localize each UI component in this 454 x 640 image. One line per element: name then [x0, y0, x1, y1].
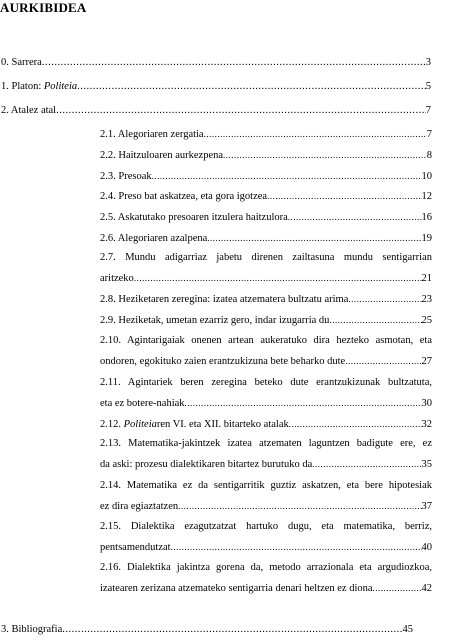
- toc-entry-2-9[interactable]: [100, 314, 432, 327]
- toc-entry-label: 2.4. Preso bat askatzea, eta gora igotzea: [100, 191, 268, 202]
- toc-page-number: 8: [426, 150, 432, 161]
- toc-page-number: 21: [421, 273, 432, 284]
- toc-entry-2-15[interactable]: [100, 521, 432, 554]
- toc-title: AURKIBIDEA: [0, 0, 87, 15]
- dot-leader: [185, 397, 422, 410]
- dot-leader: [345, 355, 421, 368]
- toc-entry-2-16[interactable]: [100, 562, 432, 595]
- toc-entry-2-4[interactable]: [100, 190, 432, 203]
- toc-entry-label: 2. Atalez atal: [1, 105, 57, 116]
- toc-entry-first-line: 2.11. Agintariek beren zeregina beteko dute erantzukizunak bultzatuta,: [100, 377, 432, 388]
- toc-entry-label: 2.6. Alegoriaren azalpena: [100, 233, 208, 244]
- toc-entry-label: ondoren, egokituko zaien erantzukizuna bete beharko dute: [100, 356, 346, 367]
- toc-entry-bibliografia[interactable]: [1, 624, 413, 636]
- toc-entry-platon[interactable]: [1, 81, 431, 93]
- toc-entry-first-line: 2.13. Matematika-jakintzek izatea atzematen laguntzen badigute ere, ez: [100, 438, 432, 449]
- toc-page-number: 30: [421, 398, 432, 409]
- toc-page-number: 35: [421, 459, 432, 470]
- toc-entry-2-7[interactable]: [100, 252, 432, 285]
- toc-entry-label: 2.9. Heziketak, umetan ezarriz gero, indar izugarria du: [100, 315, 330, 326]
- toc-page-number: 25: [421, 315, 432, 326]
- toc-entry-label: 2.5. Askatutako presoaren itzulera haitzulora: [100, 212, 288, 223]
- dot-leader: [77, 81, 426, 93]
- toc-page-number: 45: [402, 624, 413, 635]
- toc-entry-2-6[interactable]: [100, 232, 432, 245]
- toc-page-number: 12: [421, 191, 432, 202]
- dot-leader: [207, 232, 421, 245]
- toc-entry-first-line: 2.14. Matematika ez da sentigarritik guztiz askatzen, eta bere hipotesiak: [100, 480, 432, 491]
- dot-leader: [56, 105, 426, 117]
- dot-leader: [178, 500, 421, 513]
- toc-entry-first-line: 2.16. Dialektika jakintza gorena da, metodo arrazionala eta argudiozkoa,: [100, 562, 432, 573]
- toc-entry-label: ez dira egiaztatzen: [100, 501, 179, 512]
- toc-entry-label: izatearen zerizana atzemateko sentigarria denari heltzen ez diona: [100, 583, 373, 594]
- toc-entry-2-5[interactable]: [100, 211, 432, 224]
- toc-entry-label: 2.2. Haitzuloaren aurkezpena: [100, 150, 224, 161]
- dot-leader: [289, 418, 422, 431]
- italic-title: Politeia: [123, 419, 157, 430]
- toc-page-number: 23: [421, 294, 432, 305]
- toc-page-number: 7: [426, 129, 432, 140]
- toc-entry-2-12[interactable]: [100, 418, 432, 431]
- toc-page-number: 3: [425, 57, 431, 68]
- toc-entry-label: eta ez botere-nahiak: [100, 398, 185, 409]
- toc-entry-first-line: 2.7. Mundu adigarriaz jabetu direnen zailtasuna mundu sentigarrian: [100, 252, 432, 263]
- toc-page-number: 7: [425, 105, 431, 116]
- dot-leader: [312, 458, 421, 471]
- toc-page-number: 32: [421, 419, 432, 430]
- toc-entry-atalez-atal[interactable]: [1, 105, 431, 117]
- dot-leader: [134, 272, 422, 285]
- toc-entry-sarrera[interactable]: [1, 57, 431, 69]
- toc-entry-label: da aski: prozesu dialektikaren bitartez burutuko da: [100, 459, 313, 470]
- toc-page-number: 19: [421, 233, 432, 244]
- dot-leader: [223, 149, 427, 162]
- toc-entry-label: 2.8. Heziketaren zeregina: izatea atzematera bultzatu arima: [100, 294, 349, 305]
- dot-leader: [171, 541, 422, 554]
- toc-entry-first-line: 2.10. Agintarigaiak onenen artean aukeratuko dira hezteko asmotan, eta: [100, 335, 432, 346]
- toc-entry-2-14[interactable]: [100, 480, 432, 513]
- toc-entry-label: 1. Platon: Politeia: [1, 81, 78, 92]
- toc-page-number: 5: [425, 81, 431, 92]
- dot-leader: [42, 57, 426, 69]
- toc-entry-2-3[interactable]: [100, 170, 432, 183]
- dot-leader: [329, 314, 421, 327]
- toc-entry-label: 2.3. Presoak: [100, 171, 152, 182]
- toc-entry-label: 2.12. Politeiaren VI. eta XII. bitarteko atalak: [100, 419, 289, 430]
- toc-entry-2-2[interactable]: [100, 149, 432, 162]
- toc-entry-2-8[interactable]: [100, 293, 432, 306]
- toc-entry-2-13[interactable]: [100, 438, 432, 471]
- toc-page-number: 42: [421, 583, 432, 594]
- toc-entry-label: aritzeko: [100, 273, 134, 284]
- toc-entry-label: 3. Bibliografia: [1, 624, 63, 635]
- dot-leader: [267, 190, 421, 203]
- dot-leader: [373, 582, 422, 595]
- toc-page-number: 16: [421, 212, 432, 223]
- toc-page-number: 40: [421, 542, 432, 553]
- toc-entry-2-11[interactable]: [100, 377, 432, 410]
- italic-title: Politeia: [43, 81, 78, 92]
- toc-entry-label: pentsamendutzat: [100, 542, 171, 553]
- toc-page-number: 37: [421, 501, 432, 512]
- dot-leader: [288, 211, 422, 224]
- toc-entry-label: 2.1. Alegoriaren zergatia: [100, 129, 204, 140]
- toc-entry-first-line: 2.15. Dialektika ezagutzatzat hartuko dugu, eta matematika, berriz,: [100, 521, 432, 532]
- toc-page-number: 10: [421, 171, 432, 182]
- toc-entry-label: 0. Sarrera: [1, 57, 42, 68]
- dot-leader: [62, 624, 402, 636]
- dot-leader: [152, 170, 422, 183]
- toc-entry-2-10[interactable]: [100, 335, 432, 368]
- toc-page-number: 27: [421, 356, 432, 367]
- dot-leader: [348, 293, 421, 306]
- dot-leader: [204, 128, 427, 141]
- toc-entry-2-1[interactable]: [100, 128, 432, 141]
